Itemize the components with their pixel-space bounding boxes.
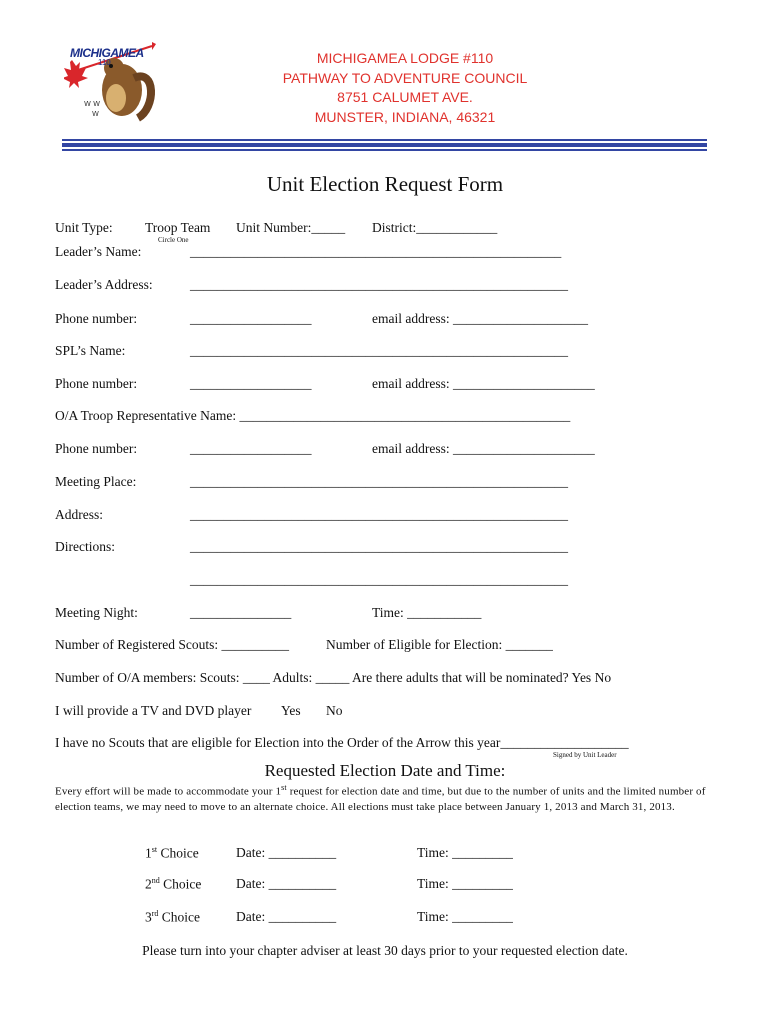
meeting-night-line[interactable]: _______________ [190, 605, 292, 620]
unit-type-options[interactable]: Troop Team [145, 220, 211, 235]
directions-line-1[interactable]: ________________________________________________________ [190, 539, 568, 554]
spl-name-label: SPL’s Name: [55, 343, 126, 358]
unit-type-label: Unit Type: [55, 220, 113, 235]
meeting-place-label: Meeting Place: [55, 474, 137, 489]
eligible-field[interactable]: Number of Eligible for Election: _______ [326, 637, 553, 652]
header-lodge: MICHIGAMEA LODGE #110 [316, 50, 494, 66]
address-label: Address: [55, 507, 103, 522]
address-line[interactable]: ________________________________________________________ [190, 507, 568, 522]
spl-name-line[interactable]: ________________________________________________________ [190, 343, 568, 358]
choice-3-time[interactable]: Time: _________ [417, 909, 513, 924]
directions-line-2[interactable]: ________________________________________________________ [190, 572, 568, 587]
directions-label: Directions: [55, 539, 115, 554]
choice-2-time[interactable]: Time: _________ [417, 876, 513, 891]
signed-by-note: Signed by Unit Leader [553, 751, 617, 759]
choice-1-time[interactable]: Time: _________ [417, 845, 513, 860]
email3-field[interactable]: email address: _____________________ [372, 441, 595, 456]
form-title: Unit Election Request Form [266, 172, 504, 196]
leaders-address-line[interactable]: ________________________________________________________ [190, 277, 568, 292]
email1-field[interactable]: email address: ____________________ [372, 311, 588, 326]
choice-1-label: 1st Choice [145, 845, 199, 861]
time-field[interactable]: Time: ___________ [372, 605, 482, 620]
tv-dvd-label: I will provide a TV and DVD player [55, 703, 252, 718]
choice-2-date[interactable]: Date: __________ [236, 876, 337, 891]
tv-no-option[interactable]: No [326, 703, 343, 718]
no-scouts-field[interactable]: I have no Scouts that are eligible for Election into the Order of the Arrow this year___________________ [55, 735, 629, 750]
logo-text: MICHIGAMEA [70, 46, 144, 60]
header-rule-top [62, 139, 707, 141]
header-council: PATHWAY TO ADVENTURE COUNCIL [282, 70, 528, 86]
choice-3-date[interactable]: Date: __________ [236, 909, 337, 924]
email2-field[interactable]: email address: _____________________ [372, 376, 595, 391]
circle-one-note: Circle One [158, 236, 189, 244]
choice-1-date[interactable]: Date: __________ [236, 845, 337, 860]
election-paragraph: Every effort will be made to accommodate your 1st request for election date and time, but due to the number of units and the limited number of election teams, we may need to move to an alternate choice. All elections must take place between January 1, 2013 and March 31, 2013. [55, 783, 706, 813]
oa-rep-field[interactable]: O/A Troop Representative Name: _________________________________________________ [55, 408, 571, 423]
district-field[interactable]: District:____________ [372, 220, 498, 235]
leaders-name-line[interactable]: _______________________________________________________ [190, 244, 562, 259]
unit-number-field[interactable]: Unit Number:_____ [236, 220, 346, 235]
tv-yes-option[interactable]: Yes [281, 703, 301, 718]
phone2-label: Phone number: [55, 376, 138, 391]
header-city: MUNSTER, INDIANA, 46321 [314, 109, 496, 125]
footer-note: Please turn into your chapter adviser at least 30 days prior to your requested election date. [142, 943, 628, 958]
header-rule-bottom [62, 149, 707, 151]
header-rule-middle [62, 143, 707, 147]
phone1-label: Phone number: [55, 311, 138, 326]
choice-3-label: 3rd Choice [145, 909, 201, 925]
leaders-address-label: Leader’s Address: [55, 277, 153, 292]
oa-members-field[interactable]: Number of O/A members: Scouts: ____ Adults: _____ Are there adults that will be nominated? Yes No [55, 670, 612, 685]
logo-number: 110 [98, 58, 111, 67]
election-heading: Requested Election Date and Time: [264, 761, 506, 780]
meeting-place-line[interactable]: ________________________________________________________ [190, 474, 568, 489]
phone1-line[interactable]: __________________ [190, 311, 312, 326]
svg-text:W W: W W [84, 100, 101, 108]
lodge-logo [64, 38, 156, 126]
header-street: 8751 CALUMET AVE. [337, 89, 473, 105]
phone3-label: Phone number: [55, 441, 138, 456]
choice-2-label: 2nd Choice [145, 876, 202, 892]
svg-text:W: W [92, 110, 99, 118]
phone2-line[interactable]: __________________ [190, 376, 312, 391]
leaders-name-label: Leader’s Name: [55, 244, 142, 259]
registered-scouts-field[interactable]: Number of Registered Scouts: __________ [55, 637, 289, 652]
meeting-night-label: Meeting Night: [55, 605, 138, 620]
phone3-line[interactable]: __________________ [190, 441, 312, 456]
